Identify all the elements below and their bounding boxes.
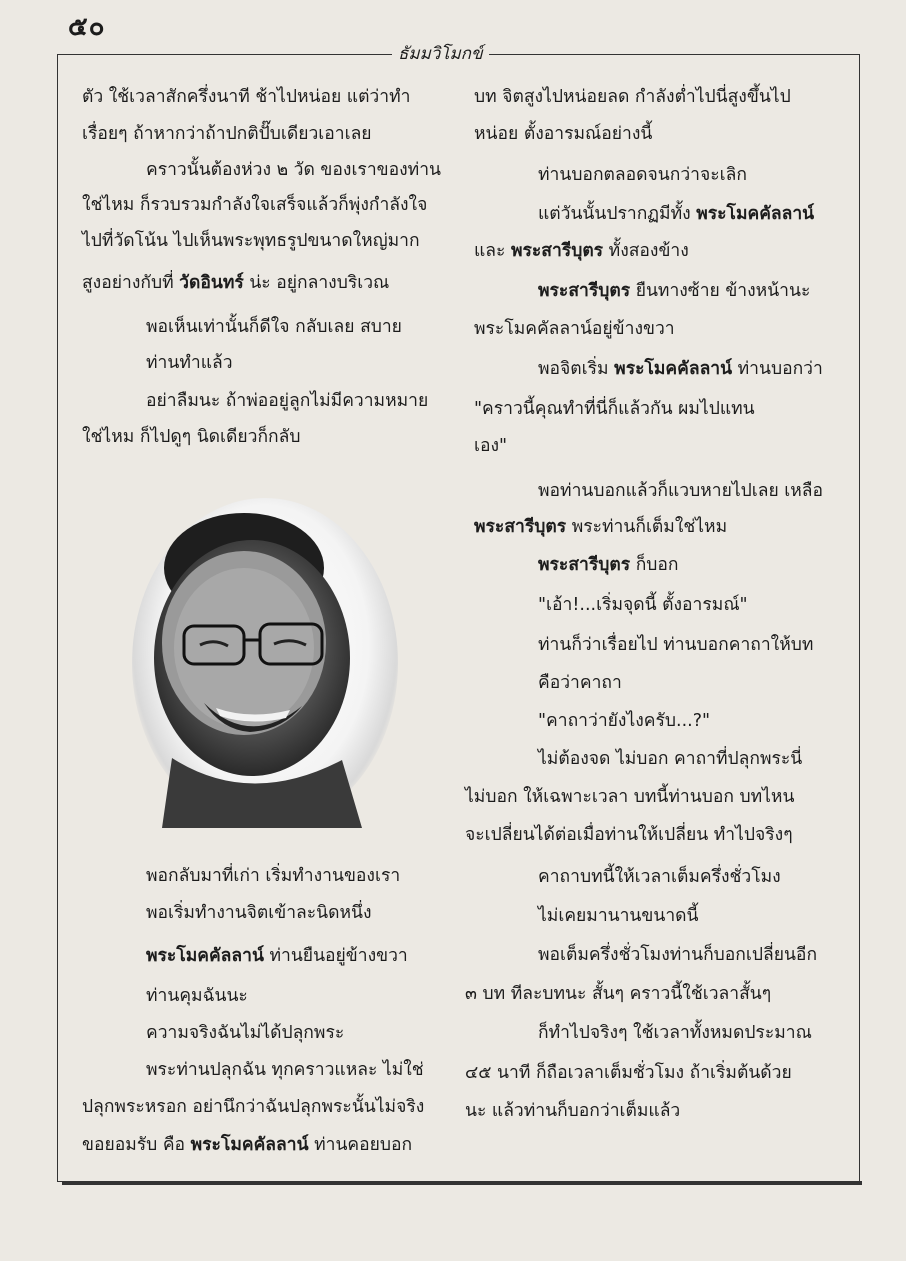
left-text-line: พอกลับมาที่เก่า เริ่มทำงานของเรา xyxy=(146,866,401,886)
monk-portrait-illustration xyxy=(132,498,398,828)
name-sariputta: พระสารีบุตร xyxy=(474,517,567,537)
right-text-line: ๔๕ นาที ก็ถือเวลาเต็มชั่วโมง ถ้าเริ่มต้นด้วย xyxy=(465,1063,792,1083)
right-text-line: "เอ้า!...เริ่มจุดนี้ ตั้งอารมณ์" xyxy=(538,595,748,615)
right-text-line: คือว่าคาถา xyxy=(538,673,622,693)
right-text-line: พอจิตเริ่ม พระโมคคัลลาน์ ท่านบอกว่า xyxy=(538,359,823,379)
left-text-line: ตัว ใช้เวลาสักครึ่งนาที ช้าไปหน่อย แต่ว่าทำ xyxy=(82,87,411,107)
right-text-line: พระสารีบุตร ยืนทางซ้าย ข้างหน้านะ xyxy=(538,281,811,301)
page-number: ๕๐ xyxy=(68,12,106,42)
left-text-line: ใช่ไหม ก็รวบรวมกำลังใจเสร็จแล้วก็พุ่งกำลังใจ xyxy=(82,195,428,215)
right-text-line: บท จิตสูงไปหน่อยลด กำลังต่ำไปนี่สูงขึ้นไป xyxy=(474,87,791,107)
name-moggallana: พระโมคคัลลาน์ xyxy=(146,946,264,966)
right-text-line: คาถาบทนี้ให้เวลาเต็มครึ่งชั่วโมง xyxy=(538,867,781,887)
right-text-line: จะเปลี่ยนได้ต่อเมื่อท่านให้เปลี่ยน ทำไปจริงๆ xyxy=(465,825,793,845)
frame-shadow xyxy=(62,1181,862,1185)
left-text-line: พอเริ่มทำงานจิตเข้าละนิดหนึ่ง xyxy=(146,903,372,923)
right-text-line: พอท่านบอกแล้วก็แวบหายไปเลย เหลือ xyxy=(538,481,824,501)
right-text-line: "คราวนี้คุณทำที่นี่ก็แล้วกัน ผมไปแทน xyxy=(474,399,755,419)
left-text-line: คราวนั้นต้องห่วง ๒ วัด ของเราของท่าน xyxy=(146,160,441,180)
left-text-line: ใช่ไหม ก็ไปดูๆ นิดเดียวก็กลับ xyxy=(82,427,301,447)
left-text-line: ท่านคุมฉันนะ xyxy=(146,986,248,1006)
left-text-line: สูงอย่างกับที่ วัดอินทร์ น่ะ อยู่กลางบริเวณ xyxy=(82,273,390,293)
left-text-line: พอเห็นเท่านั้นก็ดีใจ กลับเลย สบาย xyxy=(146,317,402,337)
right-text-line: ท่านก็ว่าเรื่อยไป ท่านบอกคาถาให้บท xyxy=(538,635,814,655)
left-text-line: พระท่านปลุกฉัน ทุกคราวแหละ ไม่ใช่ xyxy=(146,1060,424,1080)
name-sariputta: พระสารีบุตร xyxy=(510,241,604,261)
name-moggallana: พระโมคคัลลาน์ xyxy=(190,1135,309,1155)
left-text-line: ปลุกพระหรอก อย่านึกว่าฉันปลุกพระนั้นไม่จริง xyxy=(82,1097,425,1117)
name-sariputta: พระสารีบุตร xyxy=(538,281,631,301)
right-text-line: "คาถาว่ายังไงครับ...?" xyxy=(538,711,711,731)
right-text-line: พระสารีบุตร พระท่านก็เต็มใช่ไหม xyxy=(474,517,728,537)
left-text-line: ท่านทำแล้ว xyxy=(146,353,233,373)
right-text-line: พอเต็มครึ่งชั่วโมงท่านก็บอกเปลี่ยนอีก xyxy=(538,945,818,965)
left-text-line: ความจริงฉันไม่ได้ปลุกพระ xyxy=(146,1023,345,1043)
name-sariputta: พระสารีบุตร xyxy=(538,555,631,575)
left-text-line: ขอยอมรับ คือ พระโมคคัลลาน์ ท่านคอยบอก xyxy=(82,1135,413,1155)
right-text-line: แต่วันนั้นปรากฏมีทั้ง พระโมคคัลลาน์ xyxy=(538,204,815,224)
right-text-line: ไม่เคยมานานขนาดนี้ xyxy=(538,906,699,926)
left-text-line: อย่าลืมนะ ถ้าพ่ออยู่ลูกไม่มีความหมาย xyxy=(146,391,429,411)
left-text-line: เรื่อยๆ ถ้าหากว่าถ้าปกติปั๊บเดียวเอาเลย xyxy=(82,124,372,144)
right-text-line: ท่านบอกตลอดจนกว่าจะเลิก xyxy=(538,165,747,185)
right-text-line: ๓ บท ทีละบทนะ สั้นๆ คราวนี้ใช้เวลาสั้นๆ xyxy=(465,984,772,1004)
right-text-line: นะ แล้วท่านก็บอกว่าเต็มแล้ว xyxy=(465,1101,681,1121)
portrait-photo xyxy=(132,498,398,828)
right-text-line: และ พระสารีบุตร ทั้งสองข้าง xyxy=(474,241,689,261)
right-text-line: พระสารีบุตร ก็บอก xyxy=(538,555,679,575)
name-moggallana: พระโมคคัลลาน์ xyxy=(696,204,815,224)
left-text-line: ไปที่วัดโน้น ไปเห็นพระพุทธรูปขนาดใหญ่มาก xyxy=(82,231,420,251)
running-title: ธัมมวิโมกข์ xyxy=(392,40,489,67)
right-text-line: ก็ทำไปจริงๆ ใช้เวลาทั้งหมดประมาณ xyxy=(538,1023,812,1043)
right-text-line: พระโมคคัลลาน์อยู่ข้างขวา xyxy=(474,319,675,339)
right-text-line: ไม่ต้องจด ไม่บอก คาถาที่ปลุกพระนี่ xyxy=(538,749,803,769)
right-text-line: หน่อย ตั้งอารมณ์อย่างนี้ xyxy=(474,124,653,144)
right-text-line: เอง" xyxy=(474,436,508,456)
right-text-line: ไม่บอก ให้เฉพาะเวลา บทนี้ท่านบอก บทไหน xyxy=(465,787,795,807)
left-text-line: พระโมคคัลลาน์ ท่านยืนอยู่ข้างขวา xyxy=(146,946,408,966)
temple-name: วัดอินทร์ xyxy=(179,273,244,293)
name-moggallana: พระโมคคัลลาน์ xyxy=(614,359,733,379)
